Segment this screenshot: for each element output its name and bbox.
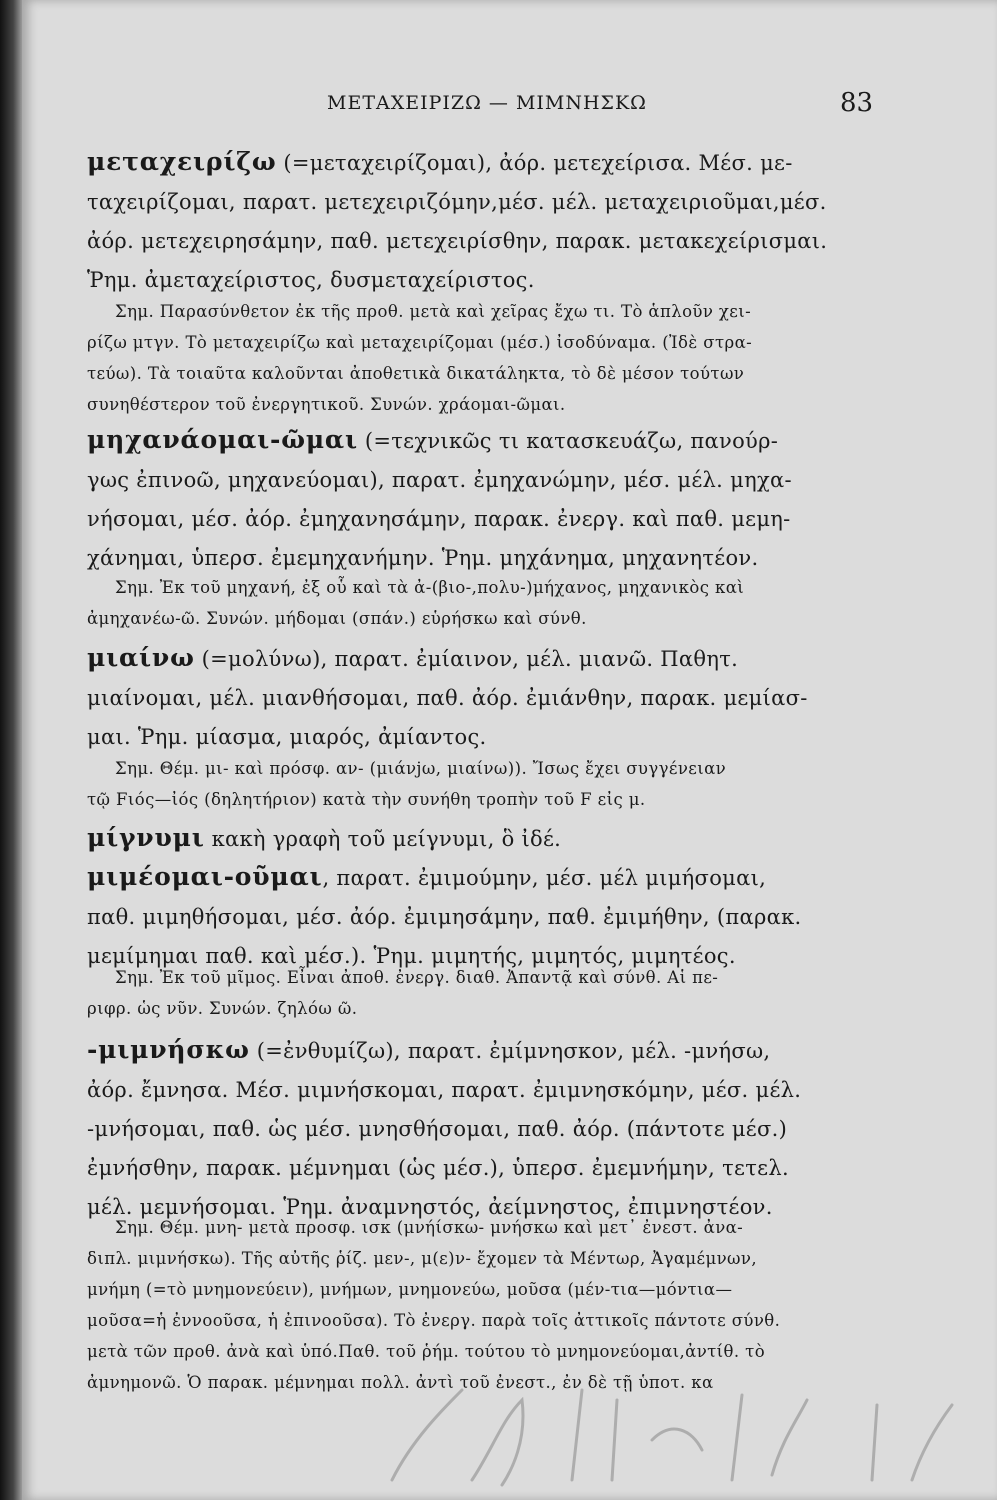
entry-note <box>87 753 887 815</box>
book-spine-shadow <box>0 0 22 1500</box>
entry-text: (=μολύνω), παρατ. ἐμίαινον, μέλ. μιανῶ. Παθητ. <box>194 647 739 671</box>
dictionary-entry <box>87 142 887 300</box>
entry-text: ἐμνήσθην, παρακ. μέμνημαι (ὡς μέσ.), ὑπερσ. ἐμεμνήμην, τετελ. <box>87 1156 789 1180</box>
dictionary-entry <box>87 818 887 859</box>
handwritten-scribble <box>352 1380 992 1490</box>
note-text: συνηθέστερον τοῦ ἐνεργητικοῦ. Συνών. χράομαι-ῶμαι. <box>87 395 566 414</box>
note-text: ριφρ. ὡς νῦν. Συνών. ζηλόω ῶ. <box>87 999 358 1018</box>
entry-text: παθ. μιμηθήσομαι, μέσ. ἀόρ. ἐμιμησάμην, παθ. ἐμιμήθην, (παρακ. <box>87 905 802 929</box>
entry-text: κακὴ γραφὴ τοῦ μείγνυμι, ὃ ἰδέ. <box>204 827 562 851</box>
entry-text: , παρατ. ἐμιμούμην, μέσ. μέλ μιμήσομαι, <box>322 866 767 890</box>
entry-text: (=ἐνθυμίζω), παρατ. ἐμίμνησκον, μέλ. -μνήσω, <box>249 1039 771 1063</box>
note-text: μοῦσα=ἡ ἐννοοῦσα, ἡ ἐπινοοῦσα). Τὸ ἐνεργ. παρὰ τοῖς ἀττικοῖς πάντοτε σύνθ. <box>87 1311 781 1330</box>
dictionary-entry <box>87 857 887 976</box>
note-text: ρίζω μτγν. Τὸ μεταχειρίζω καὶ μεταχειρίζομαι (μέσ.) ἰσοδύναμα. (Ἰδὲ στρα- <box>87 333 753 352</box>
note-text: τῷ Fιός—ἰός (δηλητήριον) κατὰ τὴν συνήθη τροπὴν τοῦ F εἰς μ. <box>87 790 646 809</box>
entry-text: νήσομαι, μέσ. ἀόρ. ἐμηχανησάμην, παρακ. ἐνεργ. καὶ παθ. μεμη- <box>87 507 791 531</box>
entry-text: (=τεχνικῶς τι κατασκευάζω, πανούρ- <box>357 429 779 453</box>
note-text: Σημ. Ἐκ τοῦ μηχανή, ἐξ οὗ καὶ τὰ ἀ-(βιο-,πολυ-)μήχανος, μηχανικὸς καὶ <box>115 578 745 597</box>
entry-text: μιαίνομαι, μέλ. μιανθήσομαι, παθ. ἀόρ. ἐμιάνθην, παρακ. μεμίασ- <box>87 686 808 710</box>
entry-headword: μιαίνω <box>87 643 195 672</box>
entry-note <box>87 296 887 420</box>
book-page <box>22 0 997 1500</box>
note-text: Σημ. Παρασύνθετον ἐκ τῆς προθ. μετὰ καὶ χεῖρας ἔχω τι. Τὸ ἁπλοῦν χει- <box>115 302 752 321</box>
entry-text: (=μεταχειρίζομαι), ἀόρ. μετεχείρισα. Μέσ. με- <box>276 151 793 175</box>
entry-text: ἀόρ. ἔμνησα. Μέσ. μιμνήσκομαι, παρατ. ἐμιμνησκόμην, μέσ. μέλ. <box>87 1078 802 1102</box>
entry-text: μέλ. μεμνήσομαι. Ῥημ. ἀναμνηστός, ἀείμνηστος, ἐπιμνηστέον. <box>87 1195 773 1219</box>
note-text: ἀμνημονῶ. Ὁ παρακ. μέμνημαι πολλ. ἀντὶ τοῦ ἐνεστ., ἐν δὲ τῇ ὑποτ. κα <box>87 1373 714 1392</box>
entry-headword: μεταχειρίζω <box>87 147 277 176</box>
note-text: Σημ. Θέμ. μνη- μετὰ προσφ. ισκ (μνήίσκω- μνήσκω καὶ μετ᾽ ἐνεστ. ἀνα- <box>115 1218 744 1237</box>
note-text: Σημ. Ἐκ τοῦ μῖμος. Εἶναι ἀποθ. ἐνεργ. διαθ. Ἀπαντᾷ καὶ σύνθ. Αἱ πε- <box>115 968 719 987</box>
entry-text: μεμίμημαι παθ. καὶ μέσ.). Ῥημ. μιμητής, μιμητός, μιμητέος. <box>87 944 736 968</box>
page-number: 83 <box>840 88 874 118</box>
entry-text: γως ἐπινοῶ, μηχανεύομαι), παρατ. ἐμηχανώμην, μέσ. μέλ. μηχα- <box>87 468 792 492</box>
note-text: μνήμη (=τὸ μνημονεύειν), μνήμων, μνημονεύω, μοῦσα (μέν-τια—μόντια— <box>87 1280 733 1299</box>
entry-text: -μνήσομαι, παθ. ὡς μέσ. μνησθήσομαι, παθ. ἀόρ. (πάντοτε μέσ.) <box>87 1117 788 1141</box>
note-text: Σημ. Θέμ. μι- καὶ πρόσφ. αν- (μιάνjω, μιαίνω)). Ἴσως ἔχει συγγένειαν <box>115 759 727 778</box>
dictionary-entry <box>87 420 887 578</box>
dictionary-entry <box>87 638 887 757</box>
note-text: μετὰ τῶν προθ. ἀνὰ καὶ ὑπό.Παθ. τοῦ ῥήμ. τούτου τὸ μνημονεύομαι,ἀντίθ. τὸ <box>87 1342 766 1361</box>
running-header-title: ΜΕΤΑΧΕΙΡΙΖΩ — ΜΙΜΝΗΣΚΩ <box>327 92 647 114</box>
entry-note <box>87 1212 887 1398</box>
entry-headword: -μιμνήσκω <box>87 1035 250 1064</box>
note-text: τεύω). Τὰ τοιαῦτα καλοῦνται ἀποθετικὰ δικατάληκτα, τὸ δὲ μέσον τούτων <box>87 364 745 383</box>
entry-text: Ῥημ. ἀμεταχείριστος, δυσμεταχείριστος. <box>87 268 535 292</box>
note-text: διπλ. μιμνήσκω). Τῆς αὐτῆς ῥίζ. μεν-, μ(ε)ν- ἔχομεν τὰ Μέντωρ, Ἀγαμέμνων, <box>87 1249 757 1268</box>
entry-text: ταχειρίζομαι, παρατ. μετεχειριζόμην,μέσ. μέλ. μεταχειριοῦμαι,μέσ. <box>87 190 827 214</box>
dictionary-entry <box>87 1030 887 1227</box>
entry-note <box>87 572 887 634</box>
entry-headword: μίγνυμι <box>87 823 205 852</box>
entry-note <box>87 962 887 1024</box>
note-text: ἀμηχανέω-ῶ. Συνών. μήδομαι (σπάν.) εὑρήσκω καὶ σύνθ. <box>87 609 587 628</box>
entry-headword: μιμέομαι-οῦμαι <box>87 862 323 891</box>
entry-text: ἀόρ. μετεχειρησάμην, παθ. μετεχειρίσθην, παρακ. μετακεχείρισμαι. <box>87 229 828 253</box>
entry-text: μαι. Ῥημ. μίασμα, μιαρός, ἀμίαντος. <box>87 725 487 749</box>
entry-text: χάνημαι, ὑπερσ. ἐμεμηχανήμην. Ῥημ. μηχάνημα, μηχανητέον. <box>87 546 759 570</box>
entry-headword: μηχανάομαι-ῶμαι <box>87 425 358 454</box>
